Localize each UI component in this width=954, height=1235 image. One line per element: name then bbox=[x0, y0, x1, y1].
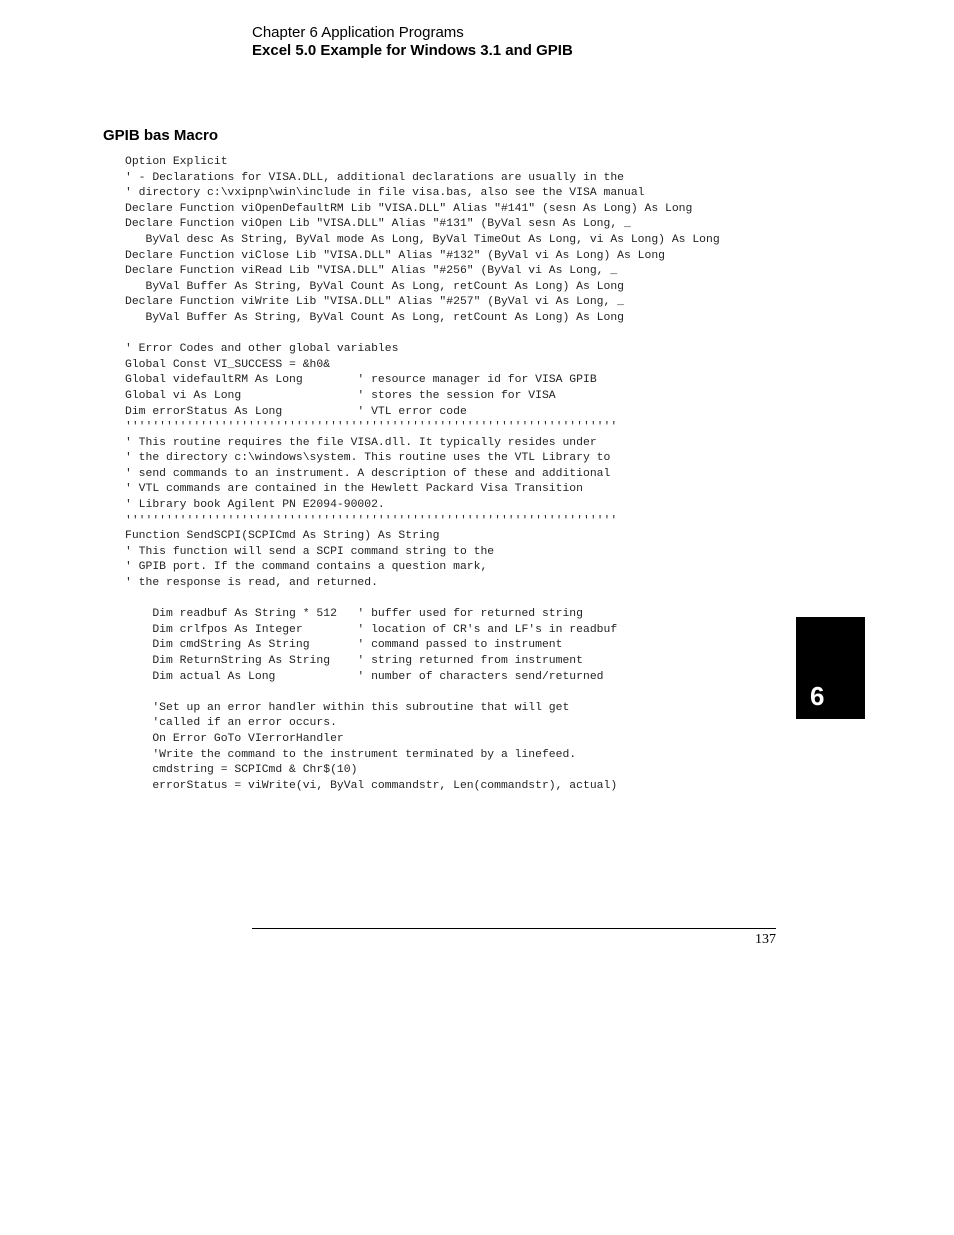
page-header bbox=[252, 24, 573, 60]
code-line: errorStatus = viWrite(vi, ByVal commandstr, Len(commandstr), actual) bbox=[125, 779, 618, 792]
code-line: ' Error Codes and other global variables bbox=[125, 343, 399, 356]
code-line: Option Explicit bbox=[125, 156, 228, 168]
code-line: ByVal desc As String, ByVal mode As Long, ByVal TimeOut As Long, vi As Long) As Long bbox=[125, 233, 720, 246]
code-line: ' This function will send a SCPI command string to the bbox=[125, 545, 495, 558]
code-line: Dim cmdString As String ' command passed to instrument bbox=[125, 639, 563, 652]
code-line: ' Library book Agilent PN E2094-90002. bbox=[125, 499, 385, 512]
code-line: ' directory c:\vxipnp\win\include in file visa.bas, also see the VISA manual bbox=[125, 187, 645, 200]
code-line: Declare Function viRead Lib "VISA.DLL" Alias "#256" (ByVal vi As Long, _ bbox=[125, 265, 618, 278]
code-line: ' the response is read, and returned. bbox=[125, 577, 378, 590]
code-line: ' the directory c:\windows\system. This routine uses the VTL Library to bbox=[125, 452, 611, 465]
code-line: ByVal Buffer As String, ByVal Count As Long, retCount As Long) As Long bbox=[125, 311, 624, 324]
code-line: Declare Function viOpenDefaultRM Lib "VISA.DLL" Alias "#141" (sesn As Long) As Long bbox=[125, 202, 693, 215]
code-line: Declare Function viClose Lib "VISA.DLL" Alias "#132" (ByVal vi As Long) As Long bbox=[125, 249, 666, 262]
code-line: Dim errorStatus As Long ' VTL error code bbox=[125, 405, 467, 418]
code-line: Function SendSCPI(SCPICmd As String) As String bbox=[125, 530, 440, 543]
chapter-subtitle: Excel 5.0 Example for Windows 3.1 and GPIB bbox=[252, 42, 573, 59]
code-line: ' - Declarations for VISA.DLL, additional declarations are usually in the bbox=[125, 171, 624, 184]
code-line: ' GPIB port. If the command contains a question mark, bbox=[125, 561, 488, 574]
code-line: Dim readbuf As String * 512 ' buffer used for returned string bbox=[125, 608, 583, 621]
code-line: '''''''''''''''''''''''''''''''''''''''''''''''''''''''''''''''''''''''' bbox=[125, 514, 618, 527]
chapter-tab bbox=[796, 617, 865, 719]
code-line bbox=[125, 592, 720, 608]
code-line: ByVal Buffer As String, ByVal Count As Long, retCount As Long) As Long bbox=[125, 280, 624, 293]
code-line: ' This routine requires the file VISA.dll. It typically resides under bbox=[125, 436, 597, 449]
code-line bbox=[125, 327, 720, 343]
footer-rule bbox=[252, 928, 776, 929]
code-line: Declare Function viOpen Lib "VISA.DLL" Alias "#131" (ByVal sesn As Long, _ bbox=[125, 218, 631, 231]
code-line: Global Const VI_SUCCESS = &h0& bbox=[125, 358, 331, 371]
section-title: GPIB bas Macro bbox=[103, 127, 219, 144]
code-line: Dim crlfpos As Integer ' location of CR's and LF's in readbuf bbox=[125, 623, 618, 636]
code-listing bbox=[125, 155, 720, 794]
code-line: Declare Function viWrite Lib "VISA.DLL" Alias "#257" (ByVal vi As Long, _ bbox=[125, 296, 624, 309]
code-line: 'Write the command to the instrument terminated by a linefeed. bbox=[125, 748, 577, 761]
code-line: ' VTL commands are contained in the Hewlett Packard Visa Transition bbox=[125, 483, 583, 496]
code-line: Global vi As Long ' stores the session for VISA bbox=[125, 389, 556, 402]
code-line bbox=[125, 685, 720, 701]
code-line: Dim ReturnString As String ' string returned from instrument bbox=[125, 655, 583, 667]
code-line: Dim actual As Long ' number of characters send/returned bbox=[125, 670, 604, 683]
code-line: ' send commands to an instrument. A description of these and additional bbox=[125, 467, 611, 480]
code-line: On Error GoTo VIerrorHandler bbox=[125, 732, 344, 745]
code-line: '''''''''''''''''''''''''''''''''''''''''''''''''''''''''''''''''''''''' bbox=[125, 421, 618, 434]
code-line: Global videfaultRM As Long ' resource manager id for VISA GPIB bbox=[125, 374, 597, 387]
chapter-title: Chapter 6 Application Programs bbox=[252, 24, 464, 41]
code-line: 'Set up an error handler within this subroutine that will get bbox=[125, 701, 570, 714]
code-line: cmdstring = SCPICmd & Chr$(10) bbox=[125, 764, 358, 777]
code-line: 'called if an error occurs. bbox=[125, 717, 337, 730]
chapter-tab-number: 6 bbox=[810, 681, 825, 711]
page-number: 137 bbox=[755, 932, 776, 947]
